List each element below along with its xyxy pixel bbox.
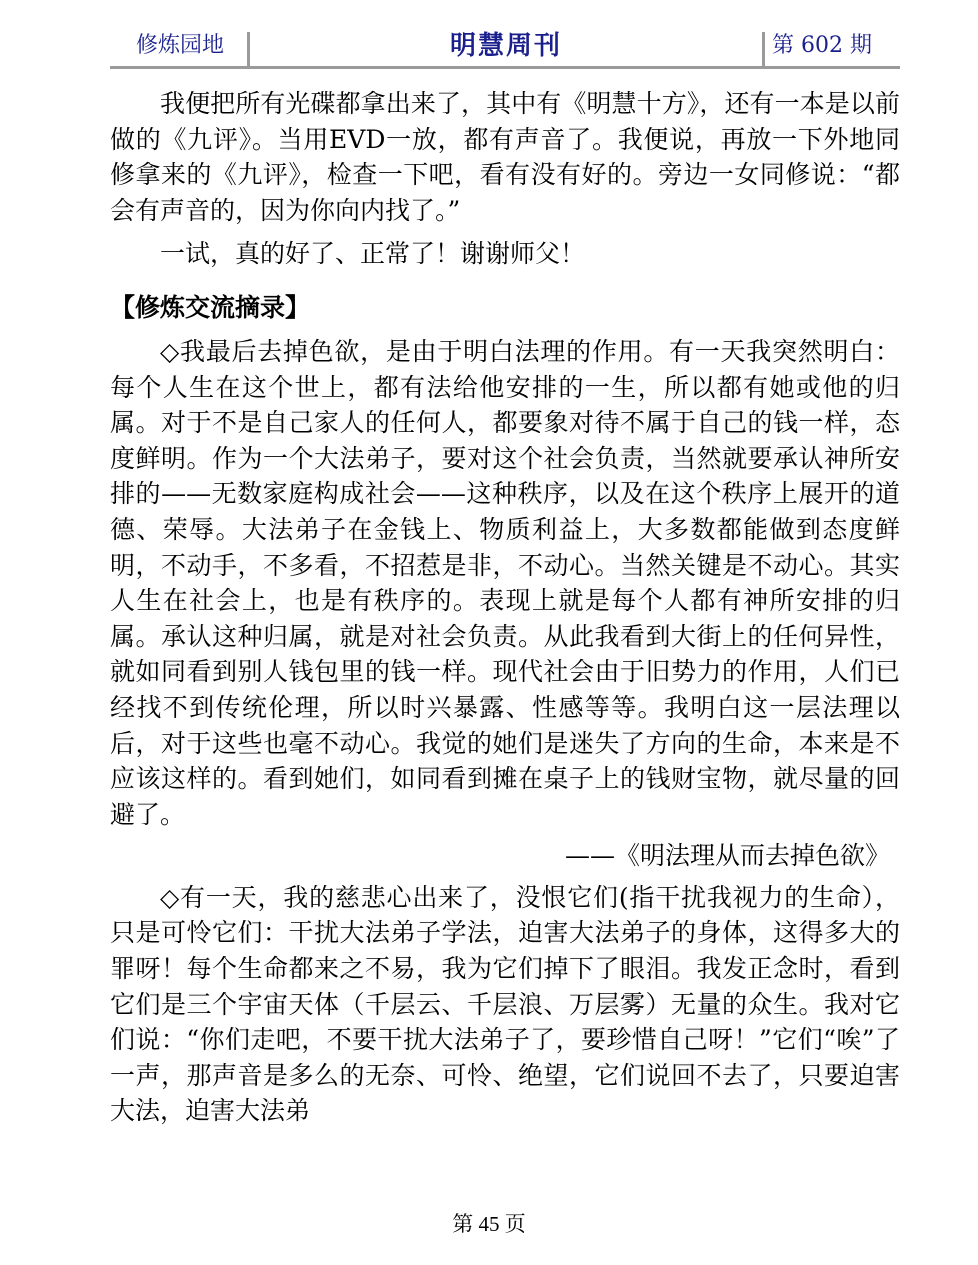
header-section: 修炼园地 [136,33,225,58]
paragraph: 一试，真的好了、正常了！谢谢师父！ [160,239,586,269]
header-publication: 明慧周刊 [449,31,562,61]
excerpt-attribution: ——《明法理从而去掉色欲》 [564,841,890,871]
page-body [110,86,900,1129]
header-rule [110,66,900,69]
excerpt-paragraph: ◇我最后去掉色欲，是由于明白法理的作用。有一天我突然明白：每个人生在这个世上，都有法给他安排的一生，所以都有她或他的归属。对于不是自己家人的任何人，都要象对待不属于自己的钱一样，态度鲜明。作为一个大法弟子，要对这个社会负责，当然就要承认神所安排的——无数家庭构成社会——这种秩序，以及在这个秩序上展开的道德、荣辱。大法弟子在金钱上、物质利益上，大多数都能做到态度鲜明，不动手，不多看，不招惹是非，不动心。当然关键是不动心。其实人生在社会上，也是有秩序的。表现上就是每个人都有神所安排的归属。承认这种归属，就是对社会负责。从此我看到大街上的任何异性，就如同看到别人钱包里的钱一样。现代社会由于旧势力的作用，人们已经找不到传统伦理，所以时兴暴露、性感等等。我明白这一层法理以后，对于这些也毫不动心。我觉的她们是迷失了方向的生命，本来是不应该这样的。看到她们，如同看到摊在桌子上的钱财宝物，就尽量的回避了。 [110,336,900,829]
paragraph: 我便把所有光碟都拿出来了，其中有《明慧十方》，还有一本是以前做的《九评》。当用EVD一放，都有声音了。我便说，再放一下外地同修拿来的《九评》，检查一下吧，看有没有好的。旁边一女同修说：“都会有声音的，因为你向内找了。” [110,89,900,225]
page-header [110,26,900,66]
header-issue: 第 602 期 [772,33,872,58]
section-title: 【修炼交流摘录】 [110,292,311,322]
excerpt-paragraph: ◇有一天，我的慈悲心出来了，没恨它们(指干扰我视力的生命），只是可怜它们：干扰大法弟子学法，迫害大法弟子的身体，这得多大的罪呀！每个生命都来之不易，我为它们掉下了眼泪。我发正念时，看到它们是三个宇宙天体（千层云、千层浪、万层雾）无量的众生。我对它们说：“你们走吧，不要干扰大法弟子了，要珍惜自己呀！”它们“唉”了一声，那声音是多么的无奈、可怜、绝望，它们说回不去了，只要迫害大法，迫害大法弟 [110,882,900,1126]
page-number: 第 45 页 [452,1212,526,1236]
